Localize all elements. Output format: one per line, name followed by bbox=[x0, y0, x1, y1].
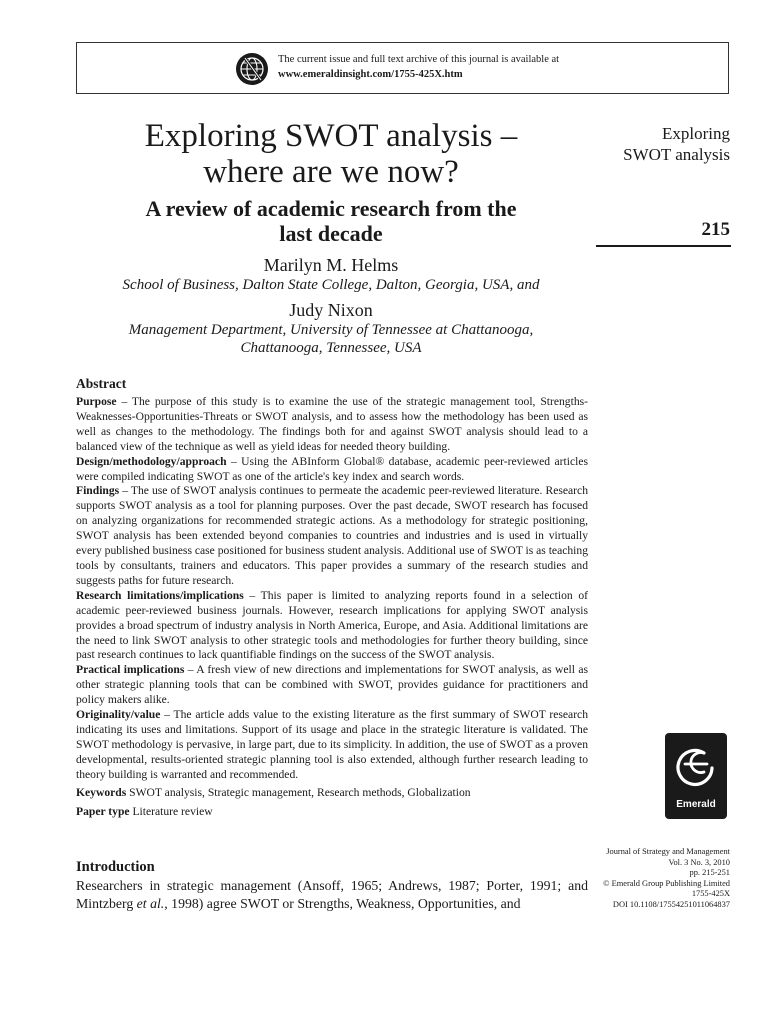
abstract-findings bbox=[76, 484, 588, 588]
journal-info-line: pp. 215-251 bbox=[689, 868, 730, 877]
article-title bbox=[80, 118, 582, 190]
abstract-text: SWOT analysis, Strategic management, Research methods, Globalization bbox=[126, 785, 471, 799]
journal-info-line: 1755-425X bbox=[691, 889, 730, 898]
emerald-logo bbox=[665, 733, 727, 819]
title-line: where are we now? bbox=[203, 154, 459, 190]
abstract-text: – The article adds value to the existing literature as the first summary of SWOT research indicating its uses and limitations. Support of its usage and place in the strategic literature is validated. The SWOT methodology is pervasive, in large part, due to its simplicity. In addition, the use of SWOT as a proven developmental, results-oriented strategic planning tool is also extended, although further research leading to theory building is warranted and recommended. bbox=[76, 708, 588, 781]
abstract-limitations bbox=[76, 589, 588, 664]
journal-url-link[interactable]: www.emeraldinsight.com/1755-425X.htm bbox=[278, 69, 463, 80]
running-title-line: SWOT analysis bbox=[623, 145, 730, 164]
abstract-practical bbox=[76, 663, 588, 708]
author-name: Judy Nixon bbox=[289, 300, 373, 320]
abstract-text: – The use of SWOT analysis continues to permeate the academic peer-reviewed literature. Research supports SWOT analysis as a tool for planning purposes. Over the past decade, SWOT research has focused on analyzing organizations for recommended strategic actions. As a methodology for strategic positioning, SWOT analysis has been extended beyond companies to countries and industries and is used in virtually every published business case positioned for business student analysis. Additional use of SWOT is as teaching tools by consultants, trainers and educators. This paper provides a summary of the research studies and suggests paths for future research. bbox=[76, 484, 588, 587]
title-line: Exploring SWOT analysis – bbox=[144, 118, 518, 154]
banner-line: The current issue and full text archive of this journal is available at bbox=[278, 54, 560, 65]
emerald-e-icon bbox=[674, 742, 718, 794]
abstract-label: Purpose bbox=[76, 395, 117, 408]
journal-doi: DOI 10.1108/17554251011064837 bbox=[612, 899, 730, 909]
abstract-label: Originality/value bbox=[76, 708, 161, 722]
abstract-section bbox=[76, 375, 588, 820]
abstract-label: Findings bbox=[76, 484, 120, 498]
abstract-label: Paper type bbox=[76, 805, 130, 819]
journal-info-line: Journal of Strategy and Management bbox=[606, 847, 730, 856]
article-subtitle bbox=[80, 196, 582, 246]
journal-citation bbox=[603, 847, 730, 910]
abstract-label: Design/methodology/approach bbox=[76, 454, 227, 468]
journal-info-line: Vol. 3 No. 3, 2010 bbox=[668, 857, 730, 867]
author-name: Marilyn M. Helms bbox=[263, 255, 399, 275]
abstract-label: Keywords bbox=[76, 785, 127, 799]
running-title bbox=[623, 123, 730, 165]
page-number: 215 bbox=[701, 219, 730, 240]
intro-text-etal: et al. bbox=[136, 896, 165, 911]
globe-icon bbox=[235, 52, 269, 86]
affiliation-line: Chattanooga, Tennessee, USA bbox=[240, 340, 422, 356]
abstract-paper-type bbox=[76, 805, 588, 820]
introduction-heading: Introduction bbox=[76, 859, 155, 875]
abstract-originality bbox=[76, 708, 588, 783]
author-affiliation bbox=[80, 321, 582, 357]
abstract-label: Research limitations/implications bbox=[76, 588, 244, 602]
introduction-text bbox=[76, 877, 588, 913]
abstract-heading: Abstract bbox=[76, 376, 127, 391]
abstract-label: Practical implications bbox=[76, 663, 185, 677]
author-affiliation: School of Business, Dalton State College, Dalton, Georgia, USA, and bbox=[122, 277, 540, 293]
banner-text bbox=[278, 52, 559, 82]
margin-rule bbox=[596, 245, 731, 247]
abstract-text: – The purpose of this study is to examine the use of the strategic management tool, Strengths-Weaknesses-Opportunities-Threats or SWOT analysis, and to assess how the methodology has been used as well as changes to the methodology. The findings both for and against SWOT analysis should lead to a balanced view of the technique as well as yield ideas for needed theory building. bbox=[76, 395, 588, 453]
abstract-text: – This paper is limited to analyzing reports found in a selection of academic peer-reviewed business journals. However, research implications for applying SWOT analysis provides a broad spectrum of industry analysis in North America, Europe, and Asia. Additional limitations are the need to link SWOT analysis to other strategic tools and methodologies for further theory building, since past research continues to lack quantifiable findings on the success of the SWOT analysis. bbox=[76, 588, 589, 662]
abstract-purpose bbox=[76, 395, 588, 455]
subtitle-line: A review of academic research from the bbox=[145, 196, 517, 221]
availability-banner bbox=[76, 42, 729, 94]
running-title-line: Exploring bbox=[662, 124, 730, 143]
emerald-logo-text: Emerald bbox=[676, 799, 716, 810]
intro-text-part: , 1998) agree SWOT or Strengths, Weakness, Opportunities, and bbox=[164, 896, 521, 911]
subtitle-line: last decade bbox=[279, 221, 383, 246]
intro-text-part: Researchers in strategic management (Ansoff, 1965; Andrews, 1987; Porter, 1991; and Mintzberg bbox=[76, 878, 588, 911]
abstract-text: – Using the ABInform Global® database, academic peer-reviewed articles were compiled indicating SWOT as one of the article's key index and search words. bbox=[76, 454, 588, 483]
abstract-text: – A fresh view of new directions and implementations for SWOT analysis, as well as other strategic planning tools that can be combined with SWOT, provides guidance for practitioners and policy makers alike. bbox=[76, 663, 588, 707]
affiliation-line: Management Department, University of Tennessee at Chattanooga, bbox=[128, 322, 534, 338]
abstract-keywords bbox=[76, 786, 588, 801]
abstract-text: Literature review bbox=[129, 805, 213, 819]
journal-info-line: © Emerald Group Publishing Limited bbox=[603, 878, 730, 888]
abstract-design bbox=[76, 455, 588, 485]
